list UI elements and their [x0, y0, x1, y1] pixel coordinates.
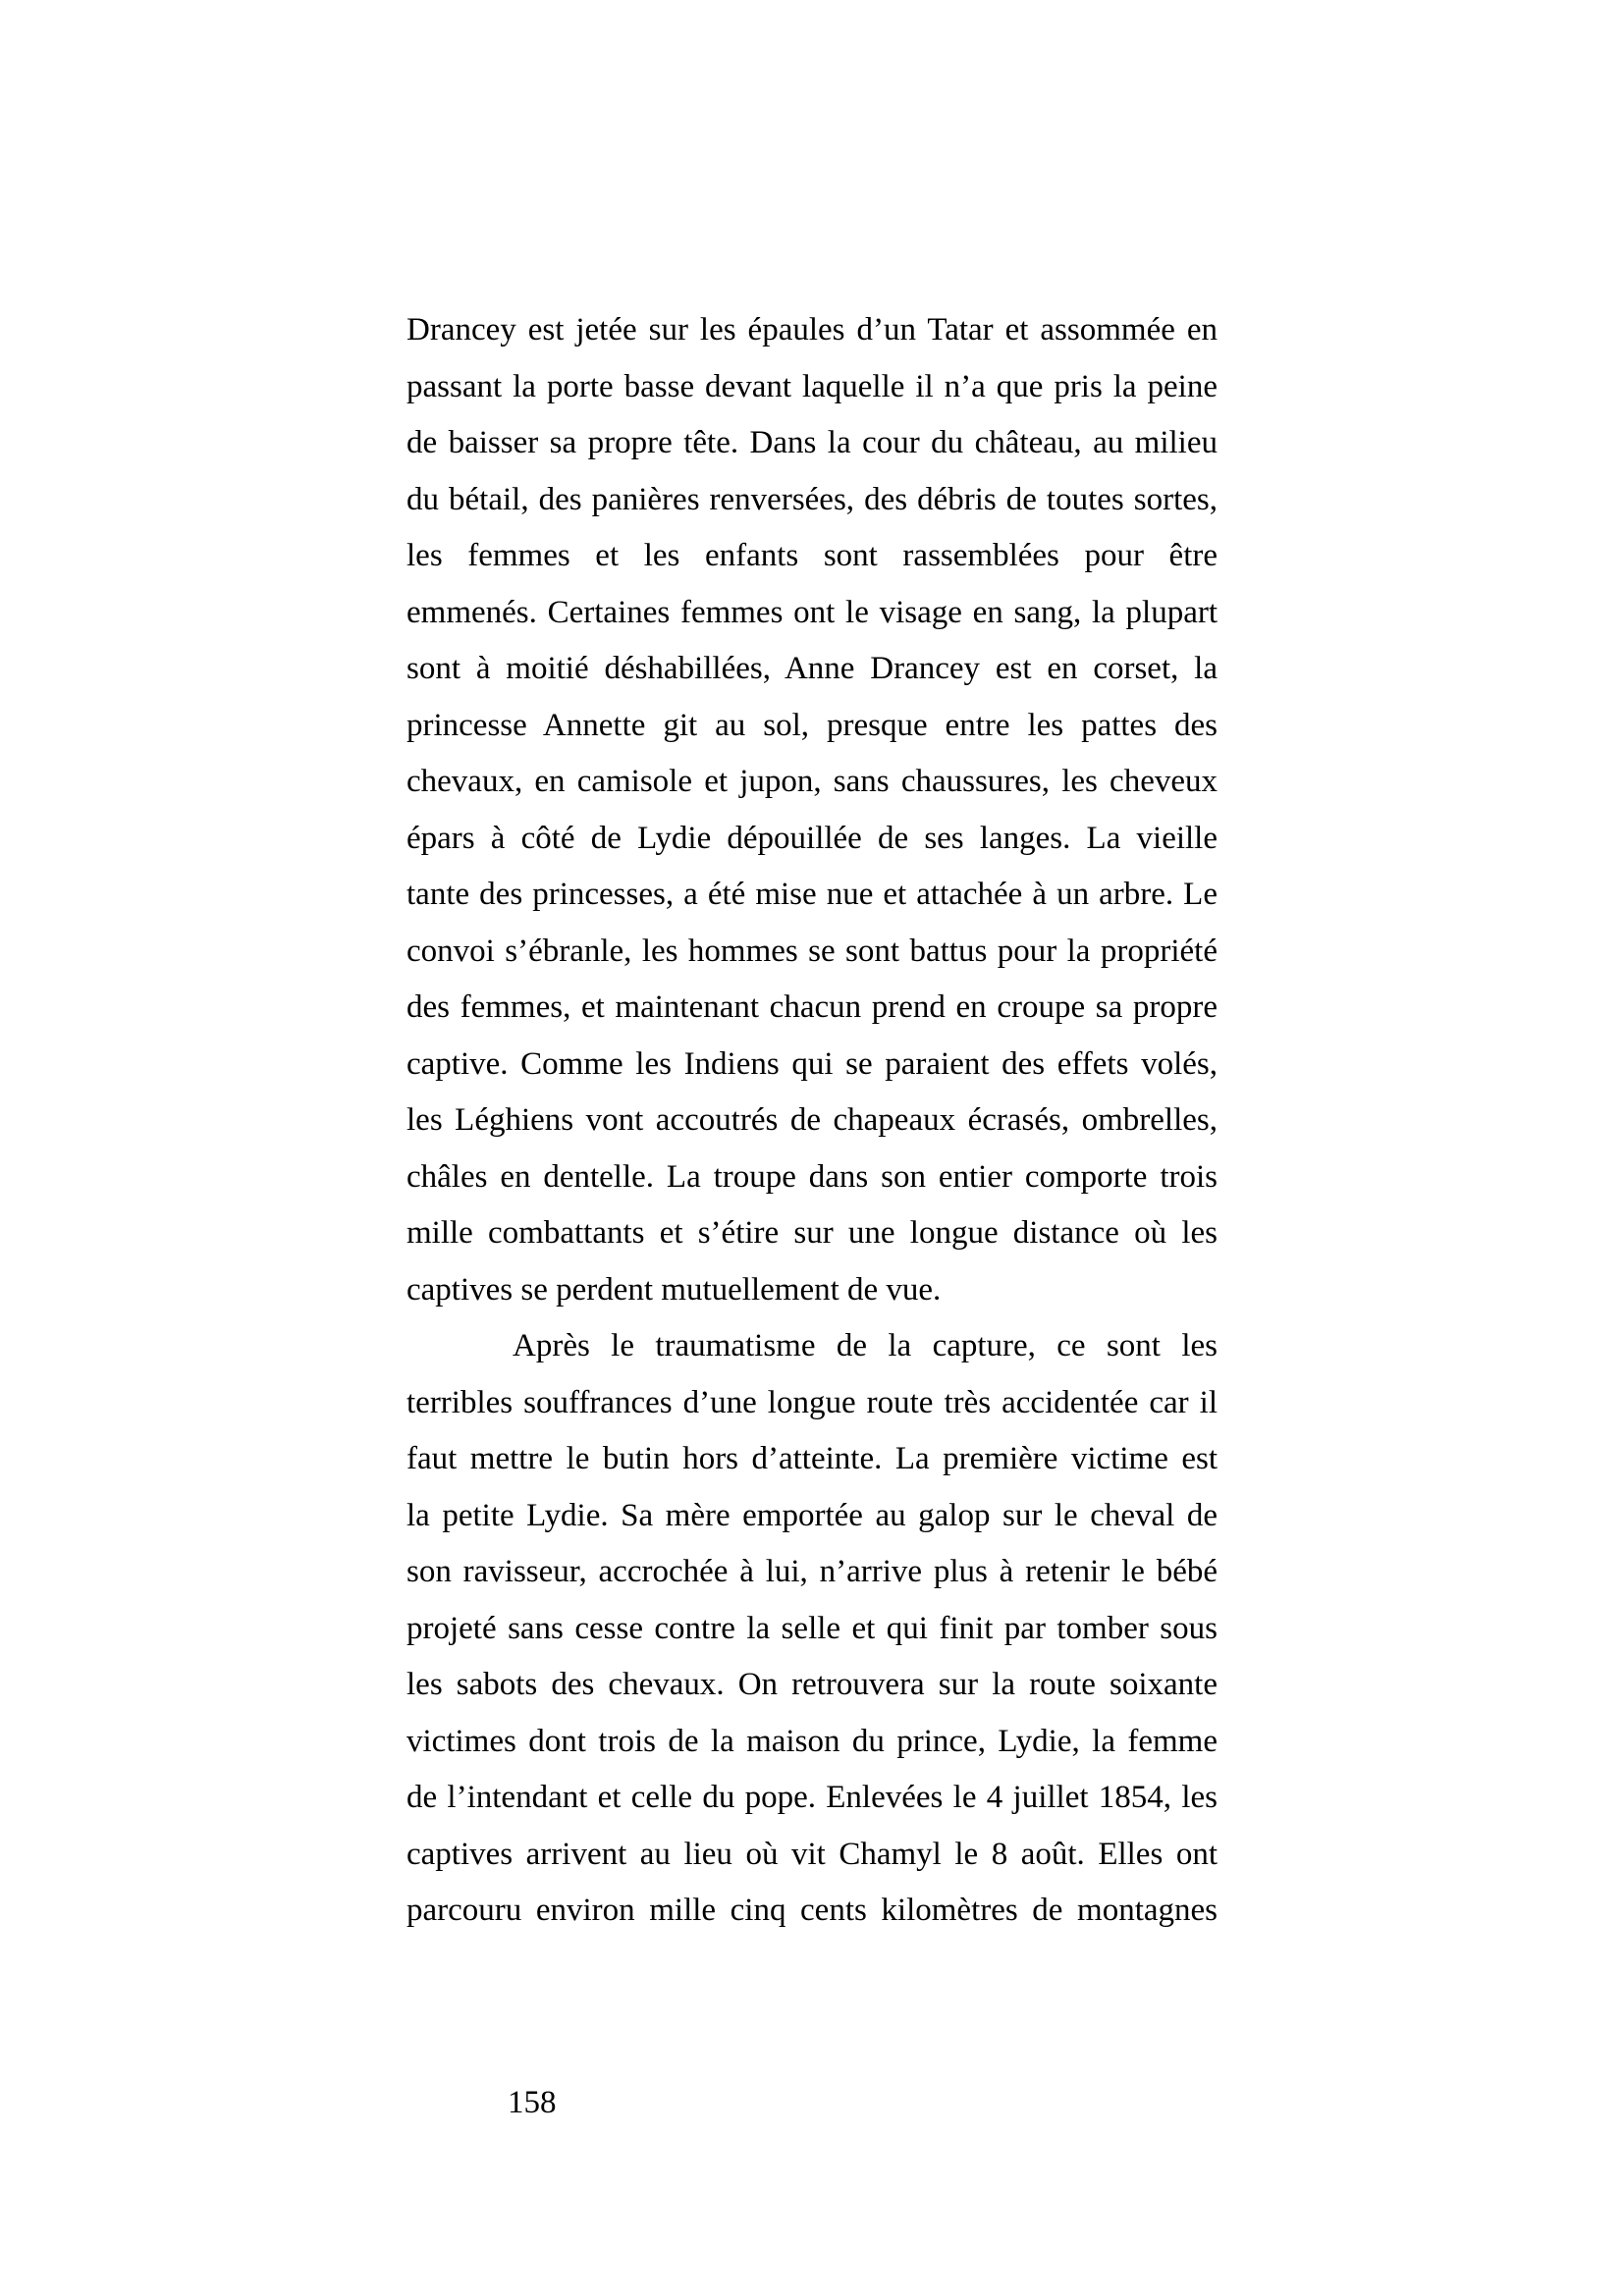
text-line: Après le traumatisme de la capture, ce sont les — [513, 1328, 1218, 1363]
text-line: de l’intendant et celle du pope. Enlevées le 4 juillet 1854, les — [406, 1780, 1218, 1815]
text-line: terribles souffrances d’une longue route très accidentée car il — [406, 1384, 1218, 1420]
text-line: la petite Lydie. Sa mère emportée au galop sur le cheval de — [406, 1497, 1218, 1533]
text-line: chevaux, en camisole et jupon, sans chaussures, les cheveux — [406, 764, 1218, 799]
page-number: 158 — [508, 2085, 557, 2120]
text-line: du bétail, des panières renversées, des débris de toutes sortes, — [406, 481, 1218, 517]
text-line: les femmes et les enfants sont rassemblées pour être — [406, 538, 1218, 573]
text-line: des femmes, et maintenant chacun prend en croupe sa propre — [406, 989, 1218, 1025]
text-line: les sabots des chevaux. On retrouvera sur la route soixante — [406, 1667, 1218, 1702]
text-line: sont à moitié déshabillées, Anne Drancey est en corset, la — [406, 651, 1218, 686]
body-text — [406, 302, 1218, 1940]
text-line: captives arrivent au lieu où vit Chamyl le 8 août. Elles ont — [406, 1836, 1218, 1872]
text-line: convoi s’ébranle, les hommes se sont battus pour la propriété — [406, 933, 1218, 969]
text-line: passant la porte basse devant laquelle il n’a que pris la peine — [406, 368, 1218, 404]
text-line: parcouru environ mille cinq cents kilomètres de montagnes — [406, 1893, 1218, 1928]
text-line: captive. Comme les Indiens qui se paraient des effets volés, — [406, 1045, 1218, 1082]
text-line: épars à côté de Lydie dépouillée de ses langes. La vieille — [406, 820, 1218, 856]
text-line: les Léghiens vont accoutrés de chapeaux écrasés, ombrelles, — [406, 1102, 1218, 1138]
text-line: Drancey est jetée sur les épaules d’un Tatar et assommée en — [406, 312, 1218, 347]
text-line: son ravisseur, accrochée à lui, n’arrive plus à retenir le bébé — [406, 1554, 1218, 1589]
text-line: faut mettre le butin hors d’atteinte. La première victime est — [406, 1441, 1218, 1476]
text-line: de baisser sa propre tête. Dans la cour du château, au milieu — [406, 425, 1218, 460]
text-line: princesse Annette git au sol, presque entre les pattes des — [406, 707, 1218, 743]
text-line: victimes dont trois de la maison du prince, Lydie, la femme — [406, 1723, 1218, 1759]
text-line: châles en dentelle. La troupe dans son entier comporte trois — [406, 1158, 1218, 1195]
text-line: mille combattants et s’étire sur une longue distance où les — [406, 1215, 1218, 1251]
text-line: emmenés. Certaines femmes ont le visage en sang, la plupart — [406, 594, 1218, 630]
text-line: tante des princesses, a été mise nue et attachée à un arbre. Le — [406, 877, 1218, 912]
text-line: projeté sans cesse contre la selle et qui finit par tomber sous — [406, 1610, 1218, 1646]
paragraph-1 — [406, 302, 1218, 1318]
paragraph-2 — [406, 1318, 1218, 1940]
text-line: captives se perdent mutuellement de vue. — [406, 1271, 942, 1308]
